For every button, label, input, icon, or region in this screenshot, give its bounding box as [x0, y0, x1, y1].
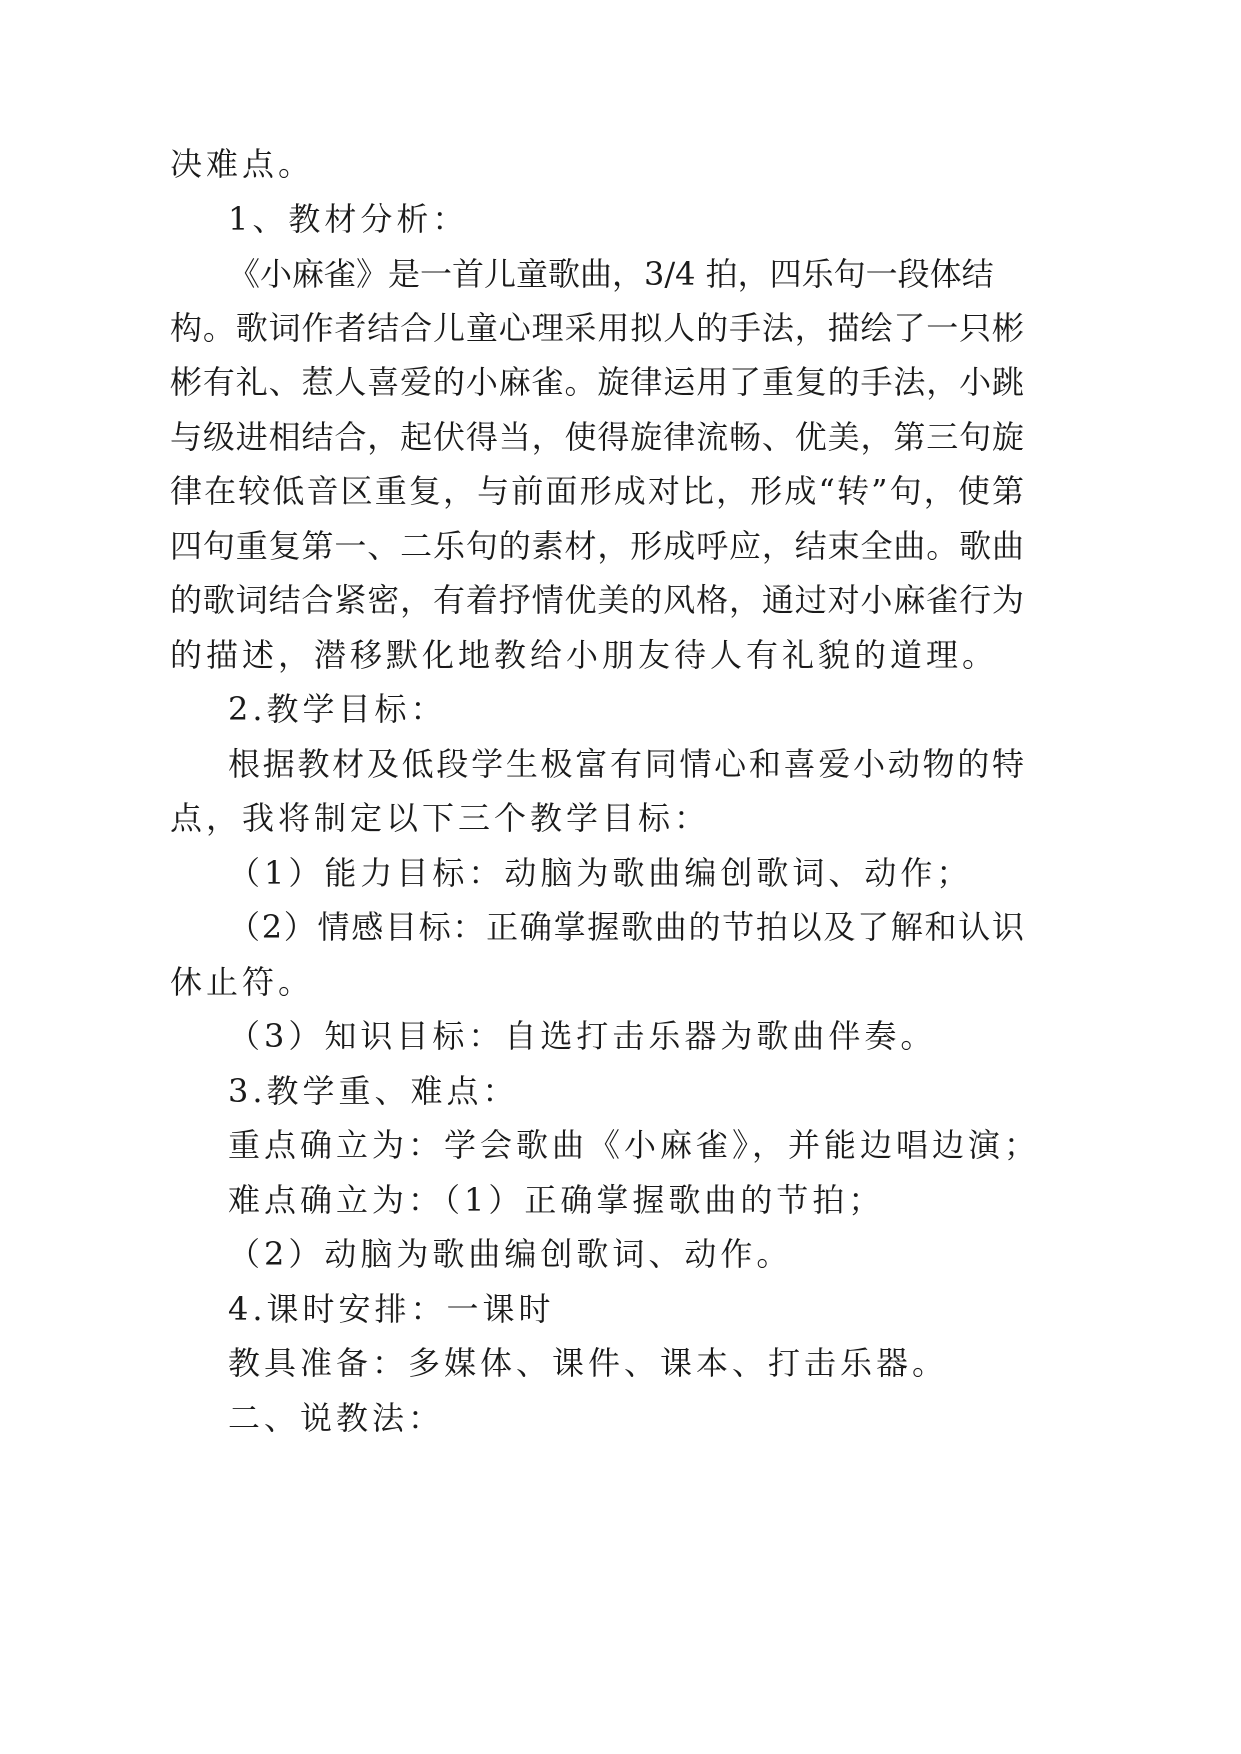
section-heading: 二、说教法：	[228, 1399, 445, 1437]
text-line: 休止符。	[170, 963, 315, 1001]
text-line	[228, 252, 1024, 296]
text-line	[228, 742, 1024, 786]
text-line	[170, 524, 1024, 568]
text-line: 点，我将制定以下三个教学目标：	[170, 799, 711, 837]
list-item: （3）知识目标：自选打击乐器为歌曲伴奏。	[228, 1017, 937, 1055]
text-line	[170, 306, 1024, 350]
text-line: 重点确立为：学会歌曲《小麻雀》，并能边唱边演；	[228, 1126, 1041, 1164]
text-line-content: 《小麻雀》是一首儿童歌曲，3/4 拍，四乐句一段体结	[228, 255, 994, 293]
text-line	[170, 415, 1024, 459]
text-line-content: 四句重复第一、二乐句的素材，形成呼应，结束全曲。歌曲	[170, 527, 1024, 565]
text-line	[170, 578, 1024, 622]
text-line-content: 的歌词结合紧密，有着抒情优美的风格，通过对小麻雀行为	[170, 581, 1024, 619]
text-line	[170, 469, 1024, 513]
list-item	[228, 905, 1024, 949]
list-item: （2）动脑为歌曲编创歌词、动作。	[228, 1235, 793, 1273]
section-heading: 2.教学目标：	[228, 690, 447, 728]
text-line-content: 律在较低音区重复，与前面形成对比，形成“转”句，使第	[170, 472, 1024, 510]
text-line-content: （2）情感目标：正确掌握歌曲的节拍以及了解和认识	[228, 908, 1024, 946]
text-line: 难点确立为：（1）正确掌握歌曲的节拍；	[228, 1181, 885, 1219]
text-line-content: 根据教材及低段学生极富有同情心和喜爱小动物的特	[228, 745, 1024, 783]
list-item: （1）能力目标：动脑为歌曲编创歌词、动作；	[228, 854, 973, 892]
text-line: 决难点。	[170, 145, 315, 183]
section-heading: 1、教材分析：	[228, 200, 469, 238]
section-heading: 4.课时安排：一课时	[228, 1290, 555, 1328]
text-line: 的描述，潜移默化地教给小朋友待人有礼貌的道理。	[170, 636, 999, 674]
section-heading: 3.教学重、难点：	[228, 1072, 519, 1110]
text-line: 教具准备：多媒体、课件、课本、打击乐器。	[228, 1344, 949, 1382]
text-line-content: 构。歌词作者结合儿童心理采用拟人的手法，描绘了一只彬	[170, 309, 1024, 347]
text-line-content: 与级进相结合，起伏得当，使得旋律流畅、优美，第三句旋	[170, 418, 1024, 456]
text-line-content: 彬有礼、惹人喜爱的小麻雀。旋律运用了重复的手法，小跳	[170, 363, 1024, 401]
text-line	[170, 360, 1024, 404]
